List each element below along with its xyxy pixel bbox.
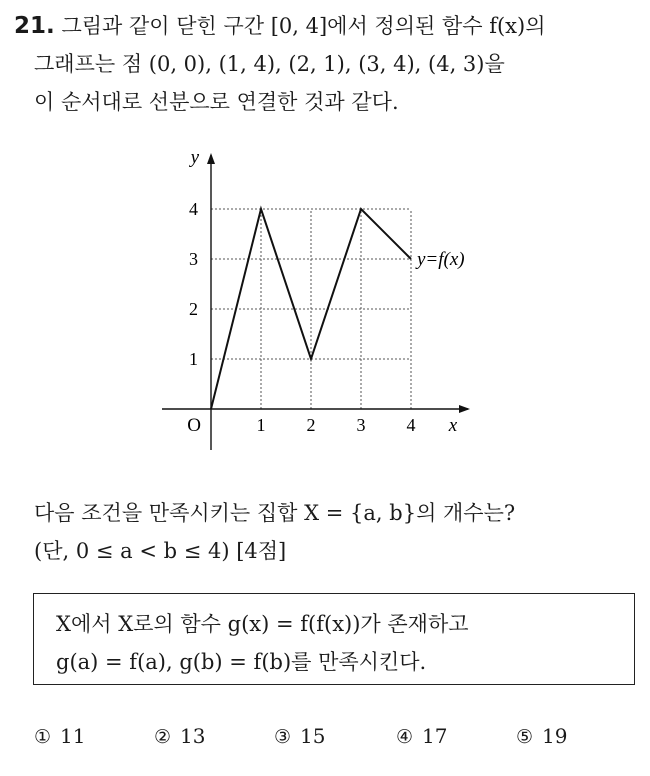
problem-number: 21. <box>14 13 55 39</box>
y-tick-label-3: 3 <box>189 249 198 269</box>
choice-3-mark: ③ <box>274 726 292 748</box>
choice-4[interactable] <box>396 724 448 748</box>
choice-4-mark: ④ <box>396 726 414 748</box>
condition-box <box>33 593 635 685</box>
choice-5-value: 19 <box>542 724 568 748</box>
choice-1-value: 11 <box>60 724 86 748</box>
question-line: 다음 조건을 만족시키는 집합 X = {a, b}의 개수는? <box>34 501 516 525</box>
curve-label: y=f(x) <box>417 249 465 270</box>
y-axis-label: y <box>190 147 199 168</box>
x-tick-label-3: 3 <box>356 415 366 435</box>
choice-5[interactable] <box>516 724 568 748</box>
y-axis-arrow-icon <box>207 153 215 164</box>
x-tick-label-1: 1 <box>256 415 266 435</box>
choice-4-value: 17 <box>422 724 448 748</box>
condition-line-1: X에서 X로의 함수 g(x) = f(f(x))가 존재하고 <box>56 612 469 636</box>
y-tick-label-4: 4 <box>189 199 198 219</box>
x-axis-label: x <box>448 415 458 436</box>
x-tick-label-4: 4 <box>406 415 416 435</box>
grid-lines <box>211 209 411 409</box>
x-tick-label-2: 2 <box>306 415 316 435</box>
problem-line-3: 이 순서대로 선분으로 연결한 것과 같다. <box>34 90 399 114</box>
choice-2[interactable] <box>154 724 206 748</box>
problem-line-1 <box>14 10 546 40</box>
problem-text-1: 그림과 같이 닫힌 구간 [0, 4]에서 정의된 함수 f(x)의 <box>61 14 546 38</box>
tick-labels <box>189 199 416 435</box>
function-graph <box>150 145 490 465</box>
constraint-line: (단, 0 ≤ a < b ≤ 4) [4점] <box>34 539 287 563</box>
choice-2-mark: ② <box>154 726 172 748</box>
choice-1[interactable] <box>34 724 86 748</box>
origin-label: O <box>187 415 201 436</box>
choice-2-value: 13 <box>180 724 206 748</box>
choice-3[interactable] <box>274 724 326 748</box>
choice-5-mark: ⑤ <box>516 726 534 748</box>
condition-line-2: g(a) = f(a), g(b) = f(b)를 만족시킨다. <box>56 650 427 674</box>
y-tick-label-1: 1 <box>189 349 198 369</box>
x-axis-arrow-icon <box>459 405 470 413</box>
y-tick-label-2: 2 <box>189 299 198 319</box>
problem-line-2: 그래프는 점 (0, 0), (1, 4), (2, 1), (3, 4), (4, 3)을 <box>34 52 505 76</box>
choice-1-mark: ① <box>34 726 52 748</box>
axes <box>162 153 470 450</box>
choice-3-value: 15 <box>300 724 326 748</box>
